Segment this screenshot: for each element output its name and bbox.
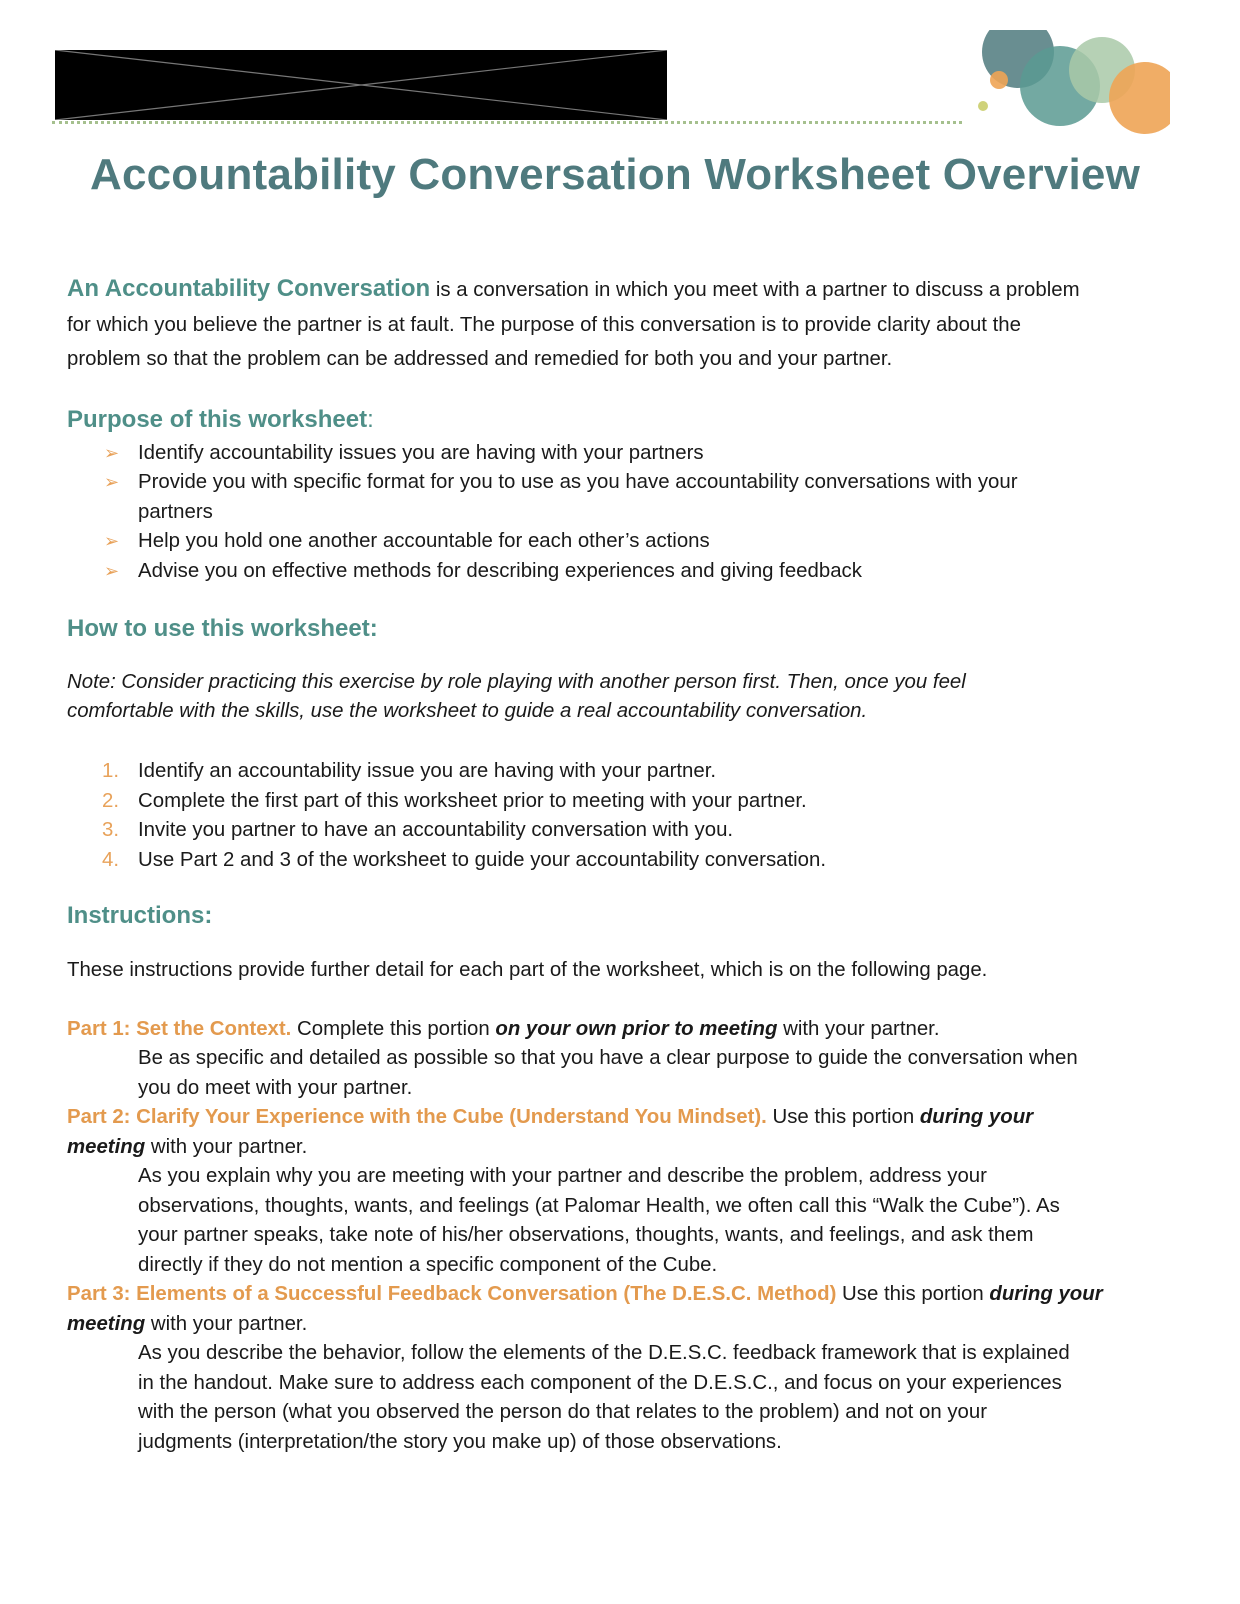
- instructions-heading: Instructions:: [67, 902, 213, 929]
- part-2-line: Part 2: Clarify Your Experience with the Cube (Understand You Mindset). Use this portion during your meeting with your partner.: [67, 1106, 1034, 1158]
- part-1-line: Part 1: Set the Context. Complete this portion on your own prior to meeting with your partner.: [67, 1017, 940, 1040]
- how-to-note: Note: Consider practicing this exercise by role playing with another person first. Then, once you feel comfortable with the skills, use the worksheet to guide a real accountability conversation.: [67, 671, 966, 722]
- part-3-line: Part 3: Elements of a Successful Feedback Conversation (The D.E.S.C. Method) Use this portion during your meeting with your partner.: [67, 1283, 1103, 1335]
- part-1-body: Be as specific and detailed as possible so that you have a clear purpose to guide the conversation when you do meet with your partner.: [138, 1047, 1078, 1099]
- list-item: 2. Complete the first part of this worksheet prior to meeting with your partner.: [102, 789, 807, 812]
- list-item: ➢ Provide you with specific format for you to use as you have accountability conversations with your partners: [67, 468, 1147, 527]
- list-item: ➢ Identify accountability issues you are having with your partners: [67, 439, 1147, 469]
- how-to-heading: How to use this worksheet:: [67, 615, 378, 642]
- arrowhead-bullet-icon: ➢: [104, 560, 120, 581]
- part-3-heading: Part 3: Elements of a Successful Feedback Conversation (The D.E.S.C. Method): [67, 1283, 837, 1305]
- list-item: ➢ Help you hold one another accountable for each other’s actions: [67, 527, 1147, 557]
- list-item: ➢ Advise you on effective methods for describing experiences and giving feedback: [67, 557, 1147, 587]
- document-body: [67, 272, 1147, 1457]
- intro-lead: An Accountability Conversation: [67, 275, 431, 302]
- list-item: 4. Use Part 2 and 3 of the worksheet to guide your accountability conversation.: [102, 848, 827, 871]
- page-title: Accountability Conversation Worksheet Overview: [89, 150, 1140, 199]
- part-1-heading: Part 1: Set the Context.: [67, 1017, 292, 1040]
- part-2-heading: Part 2: Clarify Your Experience with the Cube (Understand You Mindset).: [67, 1106, 767, 1128]
- purpose-heading: Purpose of this worksheet:: [67, 405, 374, 433]
- part-3-body: As you describe the behavior, follow the elements of the D.E.S.C. feedback framework that is explained in the handout. Make sure to address each component of the D.E.S.C., and focus on your experiences with the person (what you observed the person do that relates to the problem) and not on your judgments (interpretation/the story you make up) of those observations.: [138, 1342, 1070, 1453]
- decorative-circles-icon: [970, 30, 1170, 140]
- arrowhead-bullet-icon: ➢: [104, 472, 120, 492]
- instructions-intro: These instructions provide further detail for each part of the worksheet, which is on the following page.: [67, 959, 988, 981]
- list-item: 3. Invite you partner to have an accountability conversation with you.: [102, 819, 734, 841]
- purpose-list: [67, 439, 1147, 587]
- part-2-body: As you explain why you are meeting with your partner and describe the problem, address your observations, thoughts, wants, and feelings (at Palomar Health, we often call this “Walk the Cube”). As your partner speaks, take note of his/her observations, thoughts, wants, and feelings, and ask them directly if they do not mention a specific component of the Cube.: [138, 1165, 1060, 1276]
- intro-line-2: for which you believe the partner is at fault. The purpose of this conversation is to provide clarity about the: [67, 313, 1021, 336]
- header-dotted-rule: [52, 121, 962, 124]
- list-item: 1. Identify an accountability issue you are having with your partner.: [102, 760, 717, 782]
- how-to-steps: [67, 757, 1147, 875]
- intro-paragraph: [67, 272, 1147, 377]
- arrowhead-bullet-icon: ➢: [104, 531, 120, 551]
- intro-line-1: is a conversation in which you meet with a partner to discuss a problem: [430, 279, 1080, 301]
- intro-line-3: problem so that the problem can be addressed and remedied for both you and your partner.: [67, 348, 893, 370]
- arrowhead-bullet-icon: ➢: [104, 442, 120, 463]
- redacted-logo-block: [55, 50, 667, 120]
